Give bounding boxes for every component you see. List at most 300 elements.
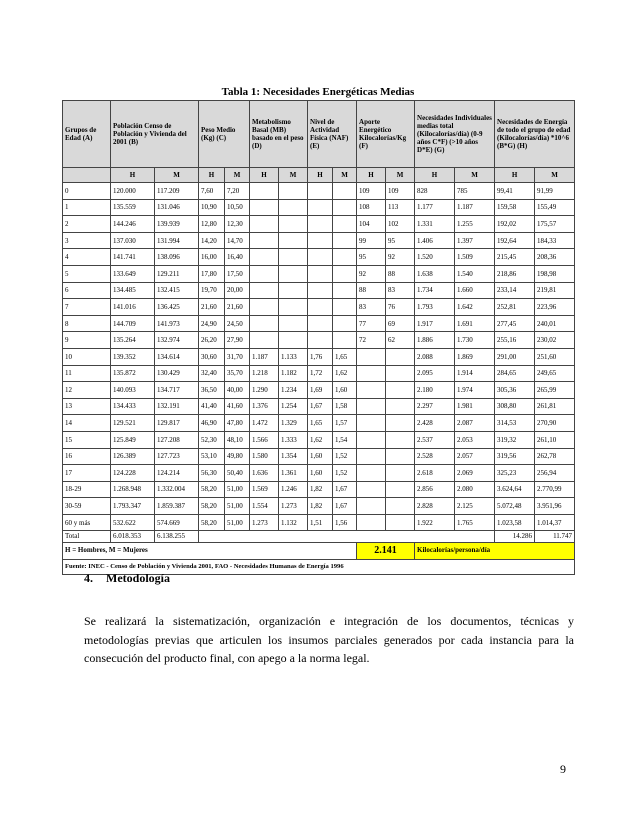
table-row <box>63 382 575 399</box>
table-cell: 7,60 <box>199 183 225 200</box>
table-row <box>63 249 575 266</box>
table-cell: 134.485 <box>111 282 155 299</box>
table-cell: 131.994 <box>155 232 199 249</box>
table-cell: 218,86 <box>495 265 535 282</box>
subheader-cell: H <box>308 168 333 183</box>
table-cell: 1.691 <box>455 315 495 332</box>
subheader-cell: M <box>333 168 357 183</box>
energy-needs-table <box>62 100 575 575</box>
legend-text: H = Hombres, M = Mujeres <box>63 542 357 559</box>
table-cell: 20,00 <box>225 282 250 299</box>
table-cell: 1.765 <box>455 514 495 531</box>
age-group-cell: 7 <box>63 299 111 316</box>
table-cell: 1,51 <box>308 514 333 531</box>
section-heading <box>84 571 170 586</box>
table-row <box>63 199 575 216</box>
table-cell <box>279 249 308 266</box>
table-row <box>63 431 575 448</box>
table-cell: 1,82 <box>308 481 333 498</box>
table-cell: 1,82 <box>308 498 333 515</box>
table-cell <box>357 431 386 448</box>
header-peso: Peso Medio (Kg) (C) <box>199 101 250 168</box>
table-cell: 1,52 <box>333 465 357 482</box>
table-row <box>63 365 575 382</box>
table-cell <box>333 282 357 299</box>
table-cell: 1.566 <box>250 431 279 448</box>
table-row <box>63 398 575 415</box>
kcal-total-value: 2.141 <box>357 542 415 559</box>
table-cell: 325,23 <box>495 465 535 482</box>
table-cell: 532.622 <box>111 514 155 531</box>
table-row <box>63 498 575 515</box>
table-cell: 2.087 <box>455 415 495 432</box>
table-cell: 137.030 <box>111 232 155 249</box>
table-cell <box>357 415 386 432</box>
table-cell: 785 <box>455 183 495 200</box>
table-header-row <box>63 101 575 168</box>
table-cell: 2.057 <box>455 448 495 465</box>
age-group-cell: 9 <box>63 332 111 349</box>
table-cell <box>250 216 279 233</box>
table-cell <box>333 332 357 349</box>
table-cell: 58,20 <box>199 498 225 515</box>
age-group-cell: 8 <box>63 315 111 332</box>
table-cell <box>250 299 279 316</box>
table-cell <box>250 265 279 282</box>
table-cell: 17,80 <box>199 265 225 282</box>
table-cell: 56,30 <box>199 465 225 482</box>
table-cell: 1.869 <box>455 348 495 365</box>
table-cell: 14,70 <box>225 232 250 249</box>
table-cell <box>357 448 386 465</box>
table-cell: 102 <box>386 216 415 233</box>
table-cell: 184,33 <box>535 232 575 249</box>
age-group-cell: 16 <box>63 448 111 465</box>
table-cell: 1.734 <box>415 282 455 299</box>
table-cell: 1.406 <box>415 232 455 249</box>
table-cell: 1,69 <box>308 382 333 399</box>
table-row <box>63 332 575 349</box>
table-cell: 51,00 <box>225 498 250 515</box>
table-cell: 51,00 <box>225 514 250 531</box>
age-group-cell: 11 <box>63 365 111 382</box>
table-cell: 1.132 <box>279 514 308 531</box>
age-group-cell: 10 <box>63 348 111 365</box>
table-cell <box>333 265 357 282</box>
table-cell: 574.669 <box>155 514 199 531</box>
table-cell: 192,64 <box>495 232 535 249</box>
table-cell: 138.096 <box>155 249 199 266</box>
table-cell: 1.540 <box>455 265 495 282</box>
table-row <box>63 315 575 332</box>
table-cell: 62 <box>386 332 415 349</box>
table-cell: 252,81 <box>495 299 535 316</box>
table-cell <box>357 382 386 399</box>
table-cell: 1,67 <box>333 498 357 515</box>
table-cell: 141.016 <box>111 299 155 316</box>
age-group-cell: 2 <box>63 216 111 233</box>
table-cell: 47,80 <box>225 415 250 432</box>
table-cell: 51,00 <box>225 481 250 498</box>
table-cell: 2.095 <box>415 365 455 382</box>
table-cell: 131.046 <box>155 199 199 216</box>
table-cell: 134.433 <box>111 398 155 415</box>
table-cell: 125.849 <box>111 431 155 448</box>
total-row <box>63 531 575 542</box>
table-cell <box>333 183 357 200</box>
table-cell: 1,60 <box>308 448 333 465</box>
table-cell: 3.951,96 <box>535 498 575 515</box>
table-cell: 1.255 <box>455 216 495 233</box>
table-cell: 1.922 <box>415 514 455 531</box>
table-cell: 1.218 <box>250 365 279 382</box>
table-cell: 1.554 <box>250 498 279 515</box>
table-cell: 141.741 <box>111 249 155 266</box>
table-cell: 308,80 <box>495 398 535 415</box>
table-cell: 319,32 <box>495 431 535 448</box>
table-cell: 255,16 <box>495 332 535 349</box>
age-group-cell: 12 <box>63 382 111 399</box>
table-body <box>63 183 575 531</box>
header-aporte: Aporte Energético Kilocalorías/Kg (F) <box>357 101 415 168</box>
subheader-cell: H <box>357 168 386 183</box>
table-cell <box>333 216 357 233</box>
table-cell: 53,10 <box>199 448 225 465</box>
table-cell: 1,76 <box>308 348 333 365</box>
table-cell: 1.273 <box>279 498 308 515</box>
table-cell: 144.246 <box>111 216 155 233</box>
table-cell: 1.569 <box>250 481 279 498</box>
table-cell: 132.415 <box>155 282 199 299</box>
total-poblacion-h: 6.018.353 <box>111 531 155 542</box>
table-row <box>63 465 575 482</box>
table-cell: 133.649 <box>111 265 155 282</box>
age-group-cell: 30-59 <box>63 498 111 515</box>
table-row <box>63 265 575 282</box>
age-group-cell: 17 <box>63 465 111 482</box>
table-cell: 249,65 <box>535 365 575 382</box>
table-cell: 127.208 <box>155 431 199 448</box>
table-cell <box>357 365 386 382</box>
table-cell: 117.209 <box>155 183 199 200</box>
table-cell: 49,80 <box>225 448 250 465</box>
table-cell <box>386 448 415 465</box>
table-cell: 208,36 <box>535 249 575 266</box>
total-empty <box>199 531 495 542</box>
table-cell: 1,65 <box>333 348 357 365</box>
table-cell: 134.614 <box>155 348 199 365</box>
table-cell: 109 <box>357 183 386 200</box>
table-cell: 35,70 <box>225 365 250 382</box>
age-group-cell: 18-29 <box>63 481 111 498</box>
table-cell: 262,78 <box>535 448 575 465</box>
subheader-cell: H <box>250 168 279 183</box>
header-grupos: Grupos de Edad (A) <box>63 101 111 168</box>
table-cell <box>333 315 357 332</box>
table-cell: 48,10 <box>225 431 250 448</box>
table-row <box>63 448 575 465</box>
age-group-cell: 1 <box>63 199 111 216</box>
section-title: Metodología <box>106 571 170 585</box>
table-row <box>63 232 575 249</box>
table-cell <box>279 299 308 316</box>
table-cell: 2.125 <box>455 498 495 515</box>
subheader-cell: H <box>111 168 155 183</box>
table-cell: 88 <box>386 265 415 282</box>
table-cell <box>279 199 308 216</box>
table-cell: 14,20 <box>199 232 225 249</box>
table-cell <box>250 199 279 216</box>
table-cell: 1.793 <box>415 299 455 316</box>
table-cell: 1.981 <box>455 398 495 415</box>
table-cell: 1.638 <box>415 265 455 282</box>
table-cell: 141.973 <box>155 315 199 332</box>
subheader-cell: H <box>495 168 535 183</box>
table-row <box>63 282 575 299</box>
table-cell: 92 <box>357 265 386 282</box>
table-cell: 1.023,58 <box>495 514 535 531</box>
table-cell <box>250 232 279 249</box>
table-cell: 1.376 <box>250 398 279 415</box>
table-cell: 1.472 <box>250 415 279 432</box>
table-cell: 40,00 <box>225 382 250 399</box>
source-text: Fuente: INEC - Censo de Población y Vivienda 2001, FAO - Necesidades Humanas de Energía 1996 <box>63 559 575 574</box>
table-cell: 126.389 <box>111 448 155 465</box>
table-cell: 319,56 <box>495 448 535 465</box>
table-cell: 1.246 <box>279 481 308 498</box>
header-poblacion: Población Censo de Población y Vivienda del 2001 (B) <box>111 101 199 168</box>
table-cell: 58,20 <box>199 481 225 498</box>
table-cell: 135.559 <box>111 199 155 216</box>
table-cell: 1,65 <box>308 415 333 432</box>
table-cell <box>357 498 386 515</box>
table-cell: 277,45 <box>495 315 535 332</box>
table-cell <box>386 498 415 515</box>
table-row <box>63 348 575 365</box>
table-row <box>63 481 575 498</box>
table-cell: 1.290 <box>250 382 279 399</box>
table-cell: 21,60 <box>199 299 225 316</box>
table-cell <box>279 332 308 349</box>
table-cell: 1,54 <box>333 431 357 448</box>
table-cell: 270,90 <box>535 415 575 432</box>
table-cell: 284,65 <box>495 365 535 382</box>
table-cell: 83 <box>386 282 415 299</box>
table-cell: 1.182 <box>279 365 308 382</box>
table-cell: 24,90 <box>199 315 225 332</box>
table-cell: 31,70 <box>225 348 250 365</box>
table-cell: 198,98 <box>535 265 575 282</box>
table-cell: 230,02 <box>535 332 575 349</box>
page-number: 9 <box>560 762 566 776</box>
table-cell: 132.974 <box>155 332 199 349</box>
table-cell: 1.660 <box>455 282 495 299</box>
total-label: Total <box>63 531 111 542</box>
table-cell: 1,67 <box>308 398 333 415</box>
table-cell <box>308 216 333 233</box>
table-cell: 1.331 <box>415 216 455 233</box>
total-poblacion-m: 6.138.255 <box>155 531 199 542</box>
table-cell: 104 <box>357 216 386 233</box>
table-cell: 155,49 <box>535 199 575 216</box>
table-cell: 76 <box>386 299 415 316</box>
age-group-cell: 0 <box>63 183 111 200</box>
table-cell <box>386 348 415 365</box>
table-cell: 144.709 <box>111 315 155 332</box>
table-cell: 1,72 <box>308 365 333 382</box>
total-kcal-m: 11.747 <box>535 531 575 542</box>
table-cell: 19,70 <box>199 282 225 299</box>
table-cell: 1,52 <box>333 448 357 465</box>
table-cell: 2.528 <box>415 448 455 465</box>
table-cell <box>386 465 415 482</box>
table-cell <box>279 232 308 249</box>
table-cell: 251,60 <box>535 348 575 365</box>
subheader-cell: H <box>199 168 225 183</box>
table-cell: 12,80 <box>199 216 225 233</box>
table-cell: 1.273 <box>250 514 279 531</box>
age-group-cell: 3 <box>63 232 111 249</box>
table-cell: 95 <box>357 249 386 266</box>
kcal-unit: Kilocalorías/persona/día <box>415 542 575 559</box>
table-row <box>63 216 575 233</box>
table-cell: 1.509 <box>455 249 495 266</box>
subheader-empty <box>63 168 111 183</box>
table-cell: 2.618 <box>415 465 455 482</box>
table-cell: 159,58 <box>495 199 535 216</box>
subheader-cell: M <box>386 168 415 183</box>
subheader-cell: H <box>415 168 455 183</box>
header-necesidades-grupo: Necesidades de Energía de todo el grupo de edad (Kilocalorías/día) *10^6 (B*G) (H) <box>495 101 575 168</box>
table-cell <box>333 199 357 216</box>
table-cell: 305,36 <box>495 382 535 399</box>
table-cell: 113 <box>386 199 415 216</box>
table-cell: 130.429 <box>155 365 199 382</box>
table-cell: 2.770,99 <box>535 481 575 498</box>
table-cell: 1.254 <box>279 398 308 415</box>
table-cell: 139.939 <box>155 216 199 233</box>
table-cell: 21,60 <box>225 299 250 316</box>
table-cell: 10,90 <box>199 199 225 216</box>
table-row <box>63 514 575 531</box>
table-cell: 27,90 <box>225 332 250 349</box>
table-cell: 1.730 <box>455 332 495 349</box>
table-cell: 1.361 <box>279 465 308 482</box>
table-cell: 233,14 <box>495 282 535 299</box>
table-cell: 41,40 <box>199 398 225 415</box>
table-cell: 129.817 <box>155 415 199 432</box>
table-cell: 1.133 <box>279 348 308 365</box>
subheader-cell: M <box>535 168 575 183</box>
total-kcal-h: 14.286 <box>495 531 535 542</box>
table-row <box>63 299 575 316</box>
table-cell: 2.069 <box>455 465 495 482</box>
table-subheader-row <box>63 168 575 183</box>
age-group-cell: 5 <box>63 265 111 282</box>
table-cell: 1,62 <box>308 431 333 448</box>
methodology-paragraph: Se realizará la sistematización, organización e integración de los documentos, técnicas y metodologías previas que articulen los insumos parciales generados por cada instancia para la consecución del producto final, con apego a la norma legal. <box>84 614 574 666</box>
table-cell: 240,01 <box>535 315 575 332</box>
table-cell: 50,40 <box>225 465 250 482</box>
table-cell: 92 <box>386 249 415 266</box>
table-cell <box>250 183 279 200</box>
table-cell <box>386 514 415 531</box>
table-cell: 219,81 <box>535 282 575 299</box>
table-cell: 135.872 <box>111 365 155 382</box>
subheader-cell: M <box>225 168 250 183</box>
table-cell: 1,58 <box>333 398 357 415</box>
table-row <box>63 415 575 432</box>
table-cell: 261,81 <box>535 398 575 415</box>
table-cell: 124.214 <box>155 465 199 482</box>
table-cell: 99 <box>357 232 386 249</box>
table-cell: 16,00 <box>199 249 225 266</box>
age-group-cell: 14 <box>63 415 111 432</box>
table-cell: 7,20 <box>225 183 250 200</box>
table-cell: 72 <box>357 332 386 349</box>
table-cell <box>308 265 333 282</box>
table-cell: 99,41 <box>495 183 535 200</box>
age-group-cell: 6 <box>63 282 111 299</box>
table-cell: 1,62 <box>333 365 357 382</box>
table-cell: 291,00 <box>495 348 535 365</box>
table-cell: 2.297 <box>415 398 455 415</box>
table-cell: 30,60 <box>199 348 225 365</box>
table-cell <box>386 481 415 498</box>
table-cell: 129.211 <box>155 265 199 282</box>
table-cell <box>308 199 333 216</box>
table-cell <box>386 431 415 448</box>
table-cell <box>279 282 308 299</box>
table-cell <box>333 299 357 316</box>
table-cell: 1.268.948 <box>111 481 155 498</box>
table-cell <box>386 415 415 432</box>
table-cell <box>333 249 357 266</box>
table-cell <box>333 232 357 249</box>
table-cell: 135.264 <box>111 332 155 349</box>
table-cell: 1.234 <box>279 382 308 399</box>
table-cell: 2.088 <box>415 348 455 365</box>
table-cell: 1.354 <box>279 448 308 465</box>
table-cell: 12,30 <box>225 216 250 233</box>
table-cell: 52,30 <box>199 431 225 448</box>
table-cell: 10,50 <box>225 199 250 216</box>
table-cell: 1.974 <box>455 382 495 399</box>
table-cell <box>250 282 279 299</box>
table-cell: 95 <box>386 232 415 249</box>
table-row <box>63 183 575 200</box>
table-cell <box>250 332 279 349</box>
table-cell: 1.636 <box>250 465 279 482</box>
legend-row <box>63 542 575 559</box>
table-cell: 1.397 <box>455 232 495 249</box>
table-cell: 129.521 <box>111 415 155 432</box>
table-cell: 46,90 <box>199 415 225 432</box>
table-cell <box>357 481 386 498</box>
table-cell: 828 <box>415 183 455 200</box>
table-cell: 2.053 <box>455 431 495 448</box>
table-cell: 175,57 <box>535 216 575 233</box>
table-cell: 134.717 <box>155 382 199 399</box>
age-group-cell: 4 <box>63 249 111 266</box>
table-cell: 69 <box>386 315 415 332</box>
section-number: 4. <box>84 571 93 585</box>
table-cell <box>250 315 279 332</box>
table-cell: 139.352 <box>111 348 155 365</box>
table-cell <box>279 265 308 282</box>
table-cell <box>357 398 386 415</box>
table-cell <box>386 398 415 415</box>
